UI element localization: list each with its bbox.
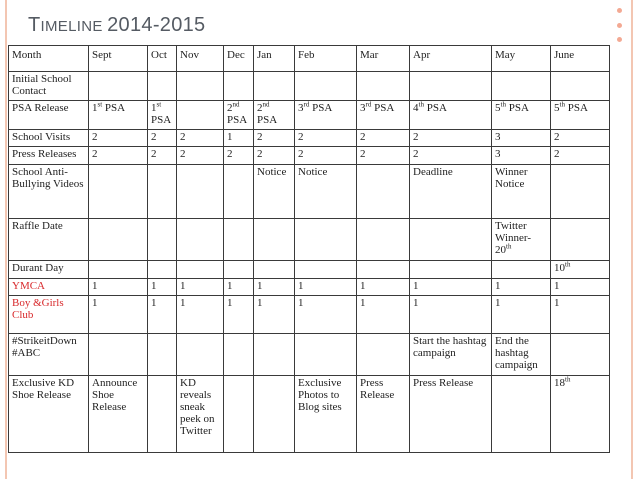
slide-border-right xyxy=(631,0,633,479)
table-cell: End the hashtag campaign xyxy=(492,333,551,375)
table-cell xyxy=(89,72,148,101)
table-cell: 1 xyxy=(89,296,148,334)
table-cell: 1 xyxy=(410,278,492,296)
table-cell: 2 xyxy=(410,129,492,147)
header-cell: Dec xyxy=(224,46,254,72)
row-label: Initial School Contact xyxy=(9,72,89,101)
table-cell: 1 xyxy=(551,296,610,334)
table-cell xyxy=(357,333,410,375)
table-cell: 2 xyxy=(254,147,295,165)
table-cell: 1 xyxy=(295,278,357,296)
table-cell: 10th xyxy=(551,261,610,279)
table-cell xyxy=(254,72,295,101)
table-cell xyxy=(224,165,254,219)
table-cell xyxy=(551,165,610,219)
table-cell xyxy=(177,72,224,101)
table-cell: 3 xyxy=(492,129,551,147)
decor-dot xyxy=(617,37,622,42)
row-label: School Visits xyxy=(9,129,89,147)
table-cell: 2 xyxy=(89,147,148,165)
table-cell xyxy=(224,72,254,101)
header-cell: Sept xyxy=(89,46,148,72)
table-cell xyxy=(410,72,492,101)
table-cell: Twitter Winner-20th xyxy=(492,219,551,261)
table-cell xyxy=(551,333,610,375)
table-cell: 2 xyxy=(224,147,254,165)
table-cell xyxy=(148,375,177,452)
table-cell xyxy=(357,165,410,219)
table-cell xyxy=(254,219,295,261)
header-cell: Jan xyxy=(254,46,295,72)
table-cell: Notice xyxy=(295,165,357,219)
table-row xyxy=(9,219,610,261)
table-cell xyxy=(148,219,177,261)
header-cell: Apr xyxy=(410,46,492,72)
table-cell xyxy=(89,219,148,261)
table-cell xyxy=(177,101,224,130)
table-cell: 2 xyxy=(295,147,357,165)
table-cell xyxy=(224,375,254,452)
table-cell: 1 xyxy=(551,278,610,296)
header-cell: Mar xyxy=(357,46,410,72)
decor-dot xyxy=(617,23,622,28)
header-cell: Feb xyxy=(295,46,357,72)
table-cell: 1 xyxy=(410,296,492,334)
table-cell xyxy=(177,165,224,219)
table-cell: 2 xyxy=(551,129,610,147)
table-cell: KD reveals sneak peek on Twitter xyxy=(177,375,224,452)
table-cell: 2 xyxy=(148,129,177,147)
table-cell: 2 xyxy=(177,147,224,165)
table-row xyxy=(9,101,610,130)
table-cell xyxy=(177,219,224,261)
row-label: YMCA xyxy=(9,278,89,296)
table-cell: Deadline xyxy=(410,165,492,219)
decorative-dots xyxy=(617,8,623,42)
table-row xyxy=(9,261,610,279)
table-cell xyxy=(551,72,610,101)
table-cell: 2 xyxy=(177,129,224,147)
header-cell: June xyxy=(551,46,610,72)
table-cell xyxy=(357,261,410,279)
table-cell: 18th xyxy=(551,375,610,452)
table-cell: 1 xyxy=(357,296,410,334)
table-cell xyxy=(410,219,492,261)
table-row xyxy=(9,72,610,101)
table-cell: 2 xyxy=(148,147,177,165)
table-cell: 1st PSA xyxy=(89,101,148,130)
table-cell xyxy=(224,261,254,279)
table-cell: Announce Shoe Release xyxy=(89,375,148,452)
table-cell: 1 xyxy=(224,296,254,334)
slide-title-year: 2014-2015 xyxy=(107,14,206,36)
table-row xyxy=(9,165,610,219)
table-cell xyxy=(148,165,177,219)
table-row xyxy=(9,147,610,165)
table-cell: 1 xyxy=(295,296,357,334)
table-cell: 2 xyxy=(295,129,357,147)
table-cell xyxy=(148,72,177,101)
table-cell xyxy=(492,72,551,101)
table-cell xyxy=(551,219,610,261)
table-cell xyxy=(89,333,148,375)
table-cell: 2 xyxy=(357,147,410,165)
table-cell: 4th PSA xyxy=(410,101,492,130)
table-cell: Notice xyxy=(254,165,295,219)
table-cell xyxy=(177,333,224,375)
table-cell xyxy=(89,165,148,219)
table-cell: 2 xyxy=(357,129,410,147)
table-cell xyxy=(357,72,410,101)
table-cell: Press Release xyxy=(410,375,492,452)
row-label: Press Releases xyxy=(9,147,89,165)
row-label: Exclusive KD Shoe Release xyxy=(9,375,89,452)
table-cell: 5th PSA xyxy=(551,101,610,130)
table-cell: 2nd PSA xyxy=(254,101,295,130)
row-label: Durant Day xyxy=(9,261,89,279)
table-cell xyxy=(492,261,551,279)
slide-title-initial: T xyxy=(28,14,41,36)
table-cell: 1 xyxy=(177,296,224,334)
table-cell xyxy=(295,261,357,279)
table-row xyxy=(9,375,610,452)
row-label: #StrikeitDown #ABC xyxy=(9,333,89,375)
header-row xyxy=(9,46,610,72)
header-cell: Month xyxy=(9,46,89,72)
header-cell: Nov xyxy=(177,46,224,72)
table-row xyxy=(9,333,610,375)
table-cell: 1 xyxy=(492,296,551,334)
decor-dot xyxy=(617,8,622,13)
timeline-table xyxy=(8,45,610,453)
table-cell xyxy=(254,333,295,375)
table-cell: Start the hashtag campaign xyxy=(410,333,492,375)
table-cell: 1 xyxy=(148,296,177,334)
table-cell: 1 xyxy=(224,278,254,296)
header-cell: Oct xyxy=(148,46,177,72)
row-label: School Anti-Bullying Videos xyxy=(9,165,89,219)
table-cell xyxy=(224,333,254,375)
table-cell xyxy=(224,219,254,261)
table-cell: 5th PSA xyxy=(492,101,551,130)
table-cell xyxy=(295,333,357,375)
table-cell xyxy=(357,219,410,261)
table-cell xyxy=(254,261,295,279)
row-label: Raffle Date xyxy=(9,219,89,261)
table-cell: 1st PSA xyxy=(148,101,177,130)
table-cell: 1 xyxy=(254,278,295,296)
table-body xyxy=(9,72,610,453)
table-row xyxy=(9,278,610,296)
table-row xyxy=(9,129,610,147)
table-cell xyxy=(177,261,224,279)
table-cell xyxy=(295,72,357,101)
slide-border-left xyxy=(5,0,7,479)
table-cell: 3 xyxy=(492,147,551,165)
table-cell xyxy=(492,375,551,452)
table-cell xyxy=(295,219,357,261)
table-cell: 1 xyxy=(148,278,177,296)
table-cell xyxy=(148,261,177,279)
table-cell: 2 xyxy=(410,147,492,165)
table-cell: 1 xyxy=(224,129,254,147)
table-cell: 1 xyxy=(357,278,410,296)
table-cell: 3rd PSA xyxy=(357,101,410,130)
table-cell: 3rd PSA xyxy=(295,101,357,130)
table-cell: 2nd PSA xyxy=(224,101,254,130)
table-cell xyxy=(254,375,295,452)
table-cell: Exclusive Photos to Blog sites xyxy=(295,375,357,452)
table-cell: Press Release xyxy=(357,375,410,452)
table-cell: 2 xyxy=(551,147,610,165)
table-cell: Winner Notice xyxy=(492,165,551,219)
table-cell xyxy=(89,261,148,279)
table-cell: 1 xyxy=(254,296,295,334)
table-cell: 1 xyxy=(89,278,148,296)
table-cell xyxy=(148,333,177,375)
table-cell xyxy=(410,261,492,279)
table-cell: 1 xyxy=(177,278,224,296)
header-cell: May xyxy=(492,46,551,72)
slide-title-rest: IMELINE xyxy=(40,18,108,35)
table-cell: 1 xyxy=(492,278,551,296)
row-label: PSA Release xyxy=(9,101,89,130)
table-cell: 2 xyxy=(89,129,148,147)
slide-title xyxy=(28,14,205,37)
row-label: Boy &Girls Club xyxy=(9,296,89,334)
table-row xyxy=(9,296,610,334)
table-cell: 2 xyxy=(254,129,295,147)
